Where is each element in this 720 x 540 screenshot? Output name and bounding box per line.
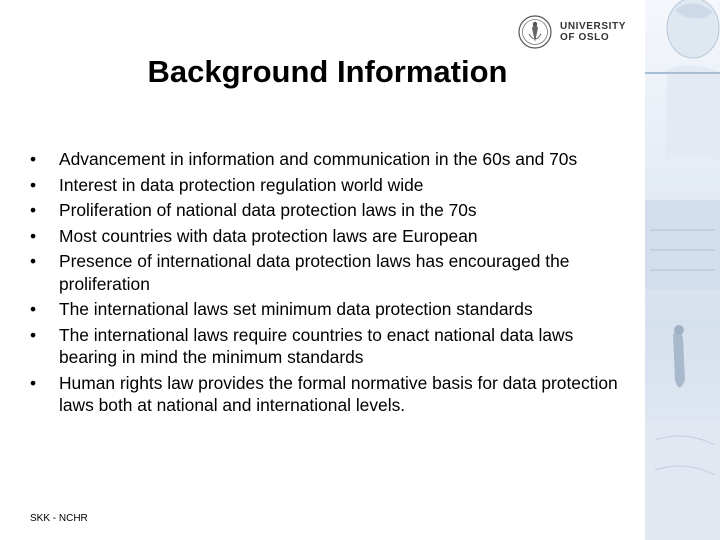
bullet-text: Human rights law provides the formal normative basis for data protection laws both at national and international levels. [59,372,618,415]
bullet-text: Presence of international data protection laws has encouraged the proliferation [59,251,570,294]
bullet-text: Advancement in information and communication in the 60s and 70s [59,149,578,169]
university-logo-text [560,21,626,43]
bullet-marker: • [30,324,37,345]
bullet-item [30,298,630,321]
slide-title: Background Information [147,54,508,89]
bullet-item [30,148,630,171]
bullet-marker: • [30,149,37,169]
bullet-item [30,225,630,248]
bullet-marker: • [30,225,37,246]
university-seal-icon [518,14,552,50]
bullet-marker: • [30,251,37,271]
bullet-text: Proliferation of national data protection laws in the 70s [59,200,477,220]
decorative-side-panel [645,0,720,540]
university-logo [518,14,626,50]
logo-line-1: UNIVERSITY [560,21,627,32]
logo-line-2: OF OSLO [560,32,610,43]
bullet-item [30,174,630,197]
footer-text: SKK - NCHR [30,513,88,524]
bullet-marker: • [30,174,37,195]
bullet-item [30,372,630,417]
bullet-item [30,250,630,295]
bullet-marker: • [30,200,37,220]
bullet-marker: • [30,372,37,393]
bullet-text: Interest in data protection regulation world wide [59,174,424,195]
bullet-text: Most countries with data protection laws are European [59,225,478,246]
bullet-list [30,148,630,420]
bullet-text: The international laws require countries to enact national data laws bearing in mind the minimum standards [59,324,574,367]
bullet-marker: • [30,299,37,319]
bullet-text: The international laws set minimum data protection standards [59,299,533,319]
bullet-item [30,324,630,369]
statue-illustration [645,0,720,540]
bullet-item [30,199,630,222]
